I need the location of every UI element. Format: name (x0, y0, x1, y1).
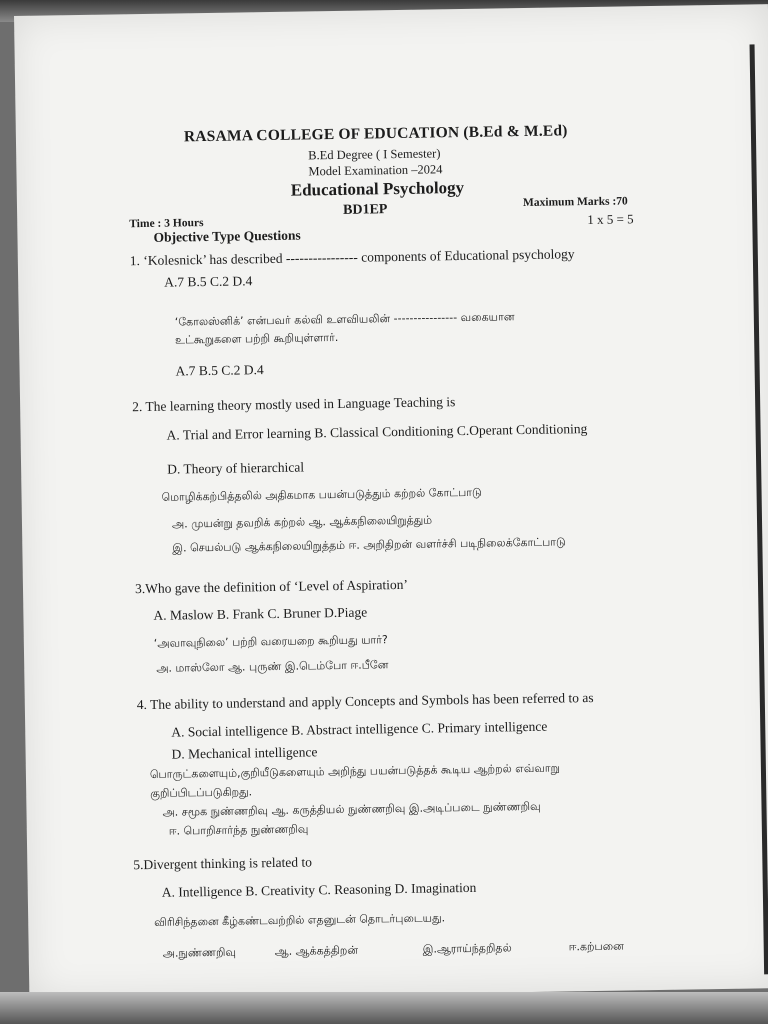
paper-right-edge (750, 44, 768, 974)
question-3: 3.Who gave the definition of ‘Level of Aspiration’ (134, 576, 409, 597)
section-heading: Objective Type Questions (153, 227, 301, 245)
question-5-tamil-option-c: இ.ஆராய்ந்தறிதல் (422, 941, 512, 956)
question-4-options-1: A. Social intelligence B. Abstract intelligence C. Primary intelligence (171, 718, 548, 740)
question-5-tamil: விரிசிந்தனை கீழ்கண்டவற்றில் எதனுடன் தொடர்புடையது. (154, 911, 446, 929)
question-4-tamil-options-2: ஈ. பொறிசார்ந்த நுண்ணறிவு (168, 822, 309, 838)
question-1-options: A.7 B.5 C.2 D.4 (164, 273, 253, 290)
question-5-tamil-option-d: ஈ.கற்பனை (568, 939, 624, 954)
marks-calculation: 1 x 5 = 5 (587, 211, 634, 228)
question-4: 4. The ability to understand and apply Concepts and Symbols has been referred to as (136, 689, 594, 713)
college-name: RASAMA COLLEGE OF EDUCATION (B.Ed & M.Ed) (183, 122, 568, 146)
degree-line: B.Ed Degree ( I Semester) (308, 146, 441, 163)
question-1: 1. ‘Kolesnick’ has described ---------------- components of Educational psychology (129, 246, 575, 269)
maximum-marks: Maximum Marks :70 (522, 195, 628, 210)
question-3-tamil: ‘அவாவுநிலை’ பற்றி வரையறை கூறியது யார்? (153, 633, 388, 650)
question-5-tamil-option-a: அ.நுண்ணறிவு (162, 945, 237, 960)
question-2: 2. The learning theory mostly used in Language Teaching is (132, 394, 456, 415)
scan-bottom-edge (0, 992, 768, 1024)
course-code: BD1EP (342, 202, 388, 218)
question-2-options-1: A. Trial and Error learning B. Classical Conditioning C.Operant Conditioning (166, 421, 588, 443)
question-1-tamil-line-2: உட்கூறுகளை பற்றி கூறியுள்ளார். (175, 330, 339, 347)
question-1-tamil-options: A.7 B.5 C.2 D.4 (175, 362, 264, 379)
question-2-tamil: மொழிக்கற்பித்தலில் அதிகமாக பயன்படுத்தும் கற்றல் கோட்பாடு (161, 485, 482, 504)
question-4-tamil-options-1: அ. சமூக நுண்ணறிவு ஆ. கருத்தியல் நுண்ணறிவு இ.அடிப்படை நுண்ணறிவு (162, 799, 541, 819)
question-4-tamil-line-2: குறிப்பிடப்படுகிறது. (150, 785, 253, 800)
question-2-tamil-options-2: இ. செயல்படு ஆக்கநிலையிறுத்தம் ஈ. அறிதிறன் வளர்ச்சி படிநிலைக்கோட்பாடு (172, 535, 566, 555)
question-4-options-2: D. Mechanical intelligence (171, 744, 318, 762)
question-3-options: A. Maslow B. Frank C. Bruner D.Piage (153, 604, 368, 623)
question-1-tamil-line-1: ‘கோலஸ்னிக்’ என்பவர் கல்வி உளவியலின் ---------------- வகையான (174, 310, 515, 329)
exam-line: Model Examination –2024 (308, 162, 443, 179)
exam-paper (14, 4, 768, 1000)
question-4-tamil-line-1: பொருட்களையும்,குறியீடுகளையும் அறிந்து பயன்படுத்தக் கூடிய ஆற்றல் எவ்வாறு (149, 761, 560, 781)
subject-title: Educational Psychology (290, 177, 465, 200)
question-5-options: A. Intelligence B. Creativity C. Reasoning D. Imagination (161, 879, 477, 900)
time-allowed: Time : 3 Hours (129, 217, 204, 231)
question-2-options-2: D. Theory of hierarchical (167, 459, 305, 477)
question-3-tamil-options: அ. மாஸ்லோ ஆ. புருண் இ.டெம்போ ஈ.பீனே (156, 658, 389, 675)
question-2-tamil-options-1: அ. முயன்று தவறிக் கற்றல் ஆ. ஆக்கநிலையிறுத்தும் (171, 513, 433, 531)
question-5: 5.Divergent thinking is related to (133, 854, 313, 873)
question-5-tamil-option-b: ஆ. ஆக்கத்திறன் (274, 943, 359, 959)
